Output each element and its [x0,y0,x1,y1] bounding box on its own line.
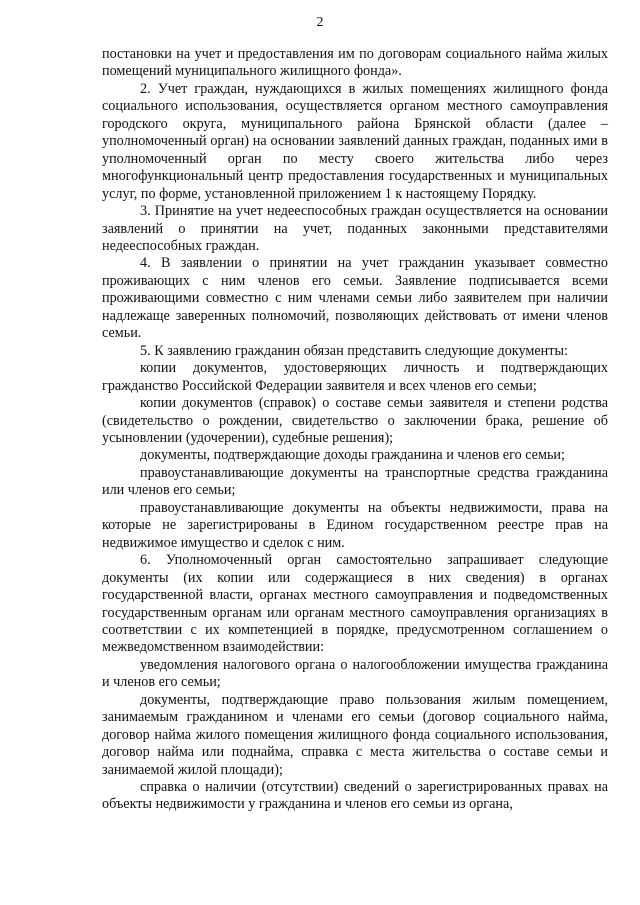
list-item-identity-documents: копии документов, удостоверяющих личность и подтверждающих гражданство Российской Федерации заявителя и всех членов его семьи; [102,360,608,394]
paragraph-continuation: постановки на учет и предоставления им по договорам социального найма жилых помещений муниципального жилищного фонда». [102,46,608,80]
list-item-tax-notices: уведомления налогового органа о налогообложении имущества гражданина и членов его семьи; [102,656,608,691]
paragraph-item-5: 5. К заявлению гражданин обязан представить следующие документы: [140,342,568,359]
paragraph-item-4: 4. В заявлении о принятии на учет гражданин указывает совместно проживающих с ним членов его семьи. Заявление подписывается всеми проживающими совместно с ним членами семьи либо заявителем при наличии надлежаще заверенных полномочий, позволяющих действовать от имени членов семьи. [102,255,608,342]
list-item-income-documents: документы, подтверждающие доходы гражданина и членов его семьи; [140,447,565,464]
list-item-family-documents: копии документов (справок) о составе семьи заявителя и степени родства (свидетельство о рождении, свидетельство о заключении брака, решение об усыновлении (удочерении), судебные решения); [102,395,608,446]
paragraph-item-2: 2. Учет граждан, нуждающихся в жилых помещениях жилищного фонда социального использования, осуществляется органом местного самоуправления городского округа, муниципального района Брянской области (далее – уполномоченный орган) на основании заявлений данных граждан, поданных ими в уполномоченный орган по месту своего жительства либо через многофункциональный центр предоставления государственных и муниципальных услуг, по форме, установленной приложением 1 к настоящему Порядку. [102,80,608,202]
list-item-vehicle-documents: правоустанавливающие документы на транспортные средства гражданина или членов его семьи; [102,464,608,499]
list-item-registered-rights-certificate: справка о наличии (отсутствии) сведений о зарегистрированных правах на объекты недвижимости у гражданина и членов его семьи из органа, [102,779,608,813]
paragraph-item-3: 3. Принятие на учет недееспособных граждан осуществляется на основании заявлений о принятии на учет, поданных законными представителями недееспособных граждан. [102,203,608,254]
list-item-property-documents: правоустанавливающие документы на объекты недвижимости, права на которые не зарегистрированы в Едином государственном реестре прав на недвижимое имущество и сделок с ним. [102,499,608,551]
list-item-housing-right-documents: документы, подтверждающие право пользования жилым помещением, занимаемым гражданином и членами его семьи (договор социального найма, договор найма жилого помещения жилищного фонда социального использования, договор найма или поднайма, справка с места жительства о составе семьи и занимаемой жилой площади); [102,691,608,778]
page-number: 2 [316,15,324,30]
document-body [102,46,608,814]
paragraph-item-6: 6. Уполномоченный орган самостоятельно запрашивает следующие документы (их копии или содержащиеся в них сведения) в органах государственной власти, органах местного самоуправления и подведомственных государственным органам или органам местного самоуправления организациях в соответствии с их компетенцией в порядке, предусмотренном соглашением о межведомственном взаимодействии: [102,552,608,656]
